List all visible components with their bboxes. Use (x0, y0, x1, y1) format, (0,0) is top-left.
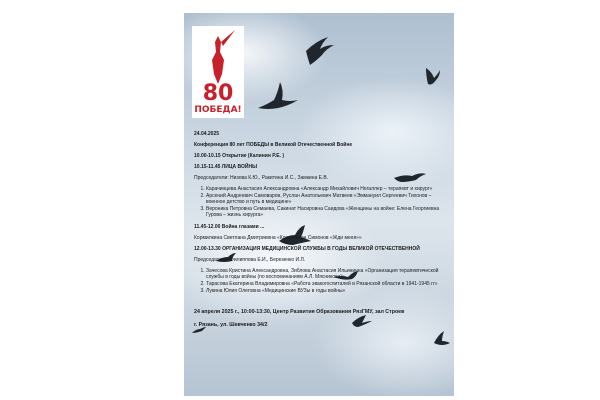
list-item: 3. Лукина Юлия Олеговна «Медицинские ВУЗы в годы войны» (206, 288, 449, 294)
bird-silhouette (258, 82, 298, 109)
logo-pobeda-text: ПОБЕДА! (194, 105, 242, 115)
session1-chairs: Председатели: Низова К.Ю., Ракитина И.С., Замкина Е.В. (194, 175, 329, 181)
event-poster (184, 13, 454, 396)
session1-talks (194, 186, 449, 218)
program-content (194, 131, 449, 329)
bird-silhouette (434, 331, 450, 345)
opening-line: 10.00-10.15 Открытие (Калинин Р.Е. ) (194, 153, 284, 159)
list-item: 2. Арсений Андреевич Самоваров, Руслан Анатольевич Матвеев «Эммануил Сергеевич Тихонов – военное детство и путь в медицине» (206, 193, 449, 205)
bird-silhouette (426, 68, 440, 85)
break-text: Кормилкина Светлана Дмитриевна «Константин Симонов «Жди меня»» (194, 235, 362, 241)
footer-when-where: 24 апреля 2025 г., 10:00-13:30, Центр Развития Образования РязГМУ, зал Строев (194, 309, 405, 315)
session2-chairs: Председатели: Филиппова Е.И., Березенко И.Л. (194, 257, 306, 263)
list-item: 3. Вероника Петровна Семаева, Сакинат Насировна Саидова «Женщины на войне: Елена Георгиевна Гурова – жизнь хирурга» (206, 206, 449, 218)
session2-title: 12.00-13.30 ОРГАНИЗАЦИЯ МЕДИЦИНСКОЙ СЛУЖБЫ В ГОДЫ ВЕЛИКОЙ ОТЕЧЕСТВЕННОЙ (194, 246, 420, 252)
victory-80-logo (192, 26, 244, 118)
bird-silhouette (306, 37, 334, 65)
list-item: 1. Зачесова Кристина Александровна, Зиблова Анастасия Ильинична «Организация терапевтической службы в годы войны (по воспоминаниям А.Л. Мясникова)» (206, 268, 449, 280)
list-item: 2. Тарасова Екатерина Владимировна «Работа эвакогоспиталей в Рязанской области в 1941-1945 гг» (206, 281, 449, 287)
event-date: 24.04.2025 (194, 131, 220, 137)
conference-title: Конференция 80 лет ПОБЕДЫ в Великой Отечественной Войне (194, 142, 353, 148)
session2-talks (194, 268, 449, 294)
session1-title: 10.15-11.45 ЛИЦА ВОЙНЫ (194, 164, 258, 170)
break-title: 11.45-12.00 Война глазами ... (194, 224, 265, 230)
list-item: 1. Карачинцева Анастасия Александровна «Александр Михайлович Ногаллер – терапевт и хирург» (206, 186, 449, 192)
svg-text:80: 80 (202, 81, 234, 106)
footer-address: г. Рязань, ул. Шевченко 34/2 (194, 322, 268, 328)
